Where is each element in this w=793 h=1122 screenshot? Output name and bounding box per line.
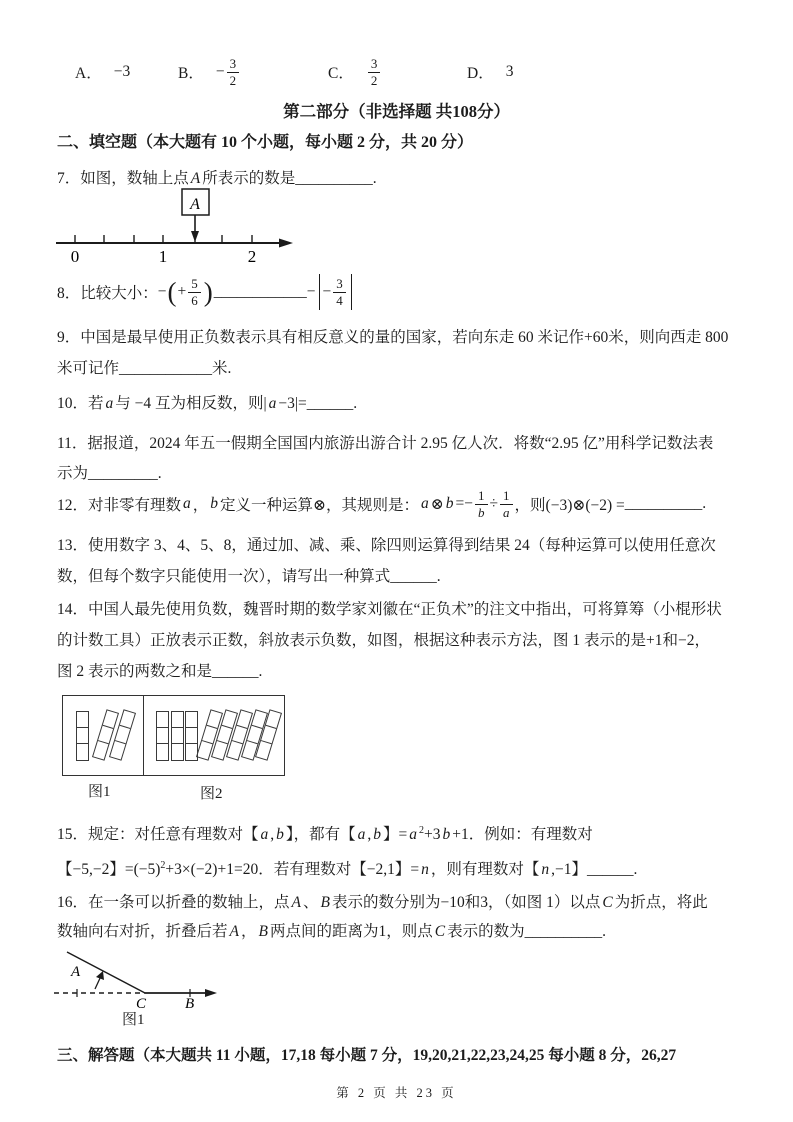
- question-16-line1: 16．在一条可以折叠的数轴上，点 A 、 B 表示的数分别为−10和3，（如图 1）以点 C 为折点，将此: [57, 894, 708, 911]
- question-9-line1: 9．中国是最早使用正负数表示具有相反意义的量的国家，若向东走 60 米记作+60米，则向西走 800: [57, 329, 729, 346]
- counting-rod-upright: [171, 711, 184, 761]
- counting-rods-figure: [62, 695, 285, 776]
- minus-sign: −: [157, 283, 167, 300]
- abs-bar: |: [263, 395, 267, 412]
- panel-divider: [143, 696, 144, 775]
- minus-sign: −: [322, 283, 332, 300]
- fraction: $\frac{3}{2}$: [368, 56, 381, 88]
- answer-blank: ______: [390, 568, 437, 585]
- fraction: $\frac{3}{2}$: [227, 56, 240, 88]
- question-15-line2: 【−5,−2】$=(-5)^2+3\times(-2)+1=20$．若有理数对【−2,1】= n ，则有理数对【 n ,−1】______.: [57, 860, 638, 879]
- question-14-line2: 的计数工具）正放表示正数，斜放表示负数，如图，根据这种表示方法，图 1 表示的是+1和−2，: [57, 632, 710, 649]
- question-11-line1: 11．据报道，2024 年五一假期全国国内旅游出游合计 2.95 亿人次．将数“2.95 亿”用科学记数法表: [57, 435, 714, 452]
- answer-blank: ______: [212, 663, 259, 680]
- question-16-line2: 数轴向右对折，折叠后若 A ， B 两点间的距离为1，则点 C 表示的数为__________.: [57, 923, 606, 940]
- question-14-line1: 14．中国人最先使用负数，魏晋时期的数学家刘徽在“正负术”的注文中指出，可将算筹（小棍形状: [57, 601, 722, 618]
- fraction: $\frac{1}{a}$: [500, 488, 513, 520]
- fraction: $\frac{1}{b}$: [475, 488, 488, 520]
- answer-blank: __________: [524, 923, 603, 940]
- point-a-label: A: [71, 964, 81, 980]
- answer-blank: ____________: [213, 283, 307, 300]
- question-15-line1: 15．规定：对任意有理数对【 a , b 】，都有【 a , b 】= a $^2$+3 b +1．例如：有理数对: [57, 825, 593, 844]
- question-9-line2: 米可记作____________米.: [57, 360, 232, 377]
- option-b-label: B．: [178, 65, 204, 82]
- tick-label-2: 2: [247, 247, 257, 266]
- option-c: [328, 52, 382, 92]
- question-14-line3: 图 2 表示的两数之和是______.: [57, 663, 263, 680]
- part2-title: 第二部分（非选择题 共108分）: [283, 102, 510, 121]
- option-a-value: −3: [113, 63, 131, 80]
- option-a-label: A．: [75, 65, 102, 82]
- numberline-figure: [50, 186, 300, 266]
- option-b: [178, 52, 241, 92]
- axis-arrowhead-icon: [205, 989, 217, 997]
- figure2-caption: 图2: [200, 786, 223, 802]
- question-13-line1: 13．使用数字 3、4、5、8，通过加、减、乘、除四则运算得到结果 24（每种运算可以使用任意次: [57, 537, 716, 554]
- question-13-line2: 数，但每个数字只能使用一次），请写出一种算式______.: [57, 568, 441, 585]
- answer-blank: ____________: [119, 360, 213, 377]
- point-a-var: A: [190, 170, 201, 187]
- option-d: [467, 52, 513, 92]
- open-paren: (: [167, 276, 177, 307]
- question-12: 12．对非零有理数 a ， b 定义一种运算⊗，其规则是： a ⊗ b = − $\frac{1}{b}$ ÷ $\frac{1}{a}$ ，则(−3)⊗(−2) = __________ .: [57, 487, 707, 520]
- option-a: [75, 52, 130, 92]
- axis-arrowhead-icon: [279, 239, 293, 248]
- abs-bar: [351, 274, 352, 310]
- counting-rod-upright: [156, 711, 169, 761]
- page-footer: 第 2 页 共 23 页: [336, 1086, 457, 1100]
- point-c-label: C: [136, 996, 147, 1012]
- option-c-label: C．: [328, 65, 354, 82]
- minus-sign: −: [464, 495, 474, 512]
- minus-sign: −: [306, 283, 316, 300]
- question-11-line2: 示为_________.: [57, 465, 162, 482]
- answer-blank: ______: [586, 861, 634, 879]
- figure1-caption: 图1: [88, 784, 111, 800]
- option-d-label: D．: [467, 65, 494, 82]
- tick-label-0: 0: [70, 247, 80, 266]
- answer-blank: __________: [295, 170, 373, 187]
- point-a-label: A: [190, 196, 200, 213]
- otimes-operator: ⊗: [430, 495, 444, 513]
- solution-section-header: 三、解答题（本大题共 11 小题，17,18 每小题 7 分，19,20,21,22,23,24,25 每小题 8 分，26,27: [57, 1047, 677, 1064]
- question-8: 8．比较大小： − ( + $\frac{5}{6}$ ) ____________ − − $\frac{3}{4}$: [57, 271, 355, 313]
- fold-figure-caption: 图1: [122, 1012, 145, 1028]
- fraction: $\frac{5}{6}$: [188, 276, 201, 308]
- abs-bar: |: [294, 395, 298, 412]
- answer-blank: __________: [624, 495, 703, 512]
- exponent: 2: [419, 825, 425, 836]
- option-d-value: 3: [505, 63, 514, 80]
- question-10: 10．若 a 与 −4 互为相反数，则| a −3|=______.: [57, 395, 358, 412]
- close-paren: ): [203, 276, 213, 307]
- answer-blank: _________: [88, 465, 158, 482]
- divide-sign: ÷: [489, 495, 499, 512]
- exponent: 2: [160, 860, 166, 871]
- fill-in-section-header: 二、填空题（本大题有 10 个小题，每小题 2 分，共 20 分）: [57, 134, 474, 151]
- point-b-label: B: [185, 996, 195, 1012]
- counting-rod-upright: [76, 711, 89, 761]
- answer-blank: ______: [306, 395, 354, 412]
- tick-label-1: 1: [158, 247, 168, 266]
- fraction: $\frac{3}{4}$: [333, 276, 346, 308]
- question-7: 7．如图，数轴上点 A 所表示的数是__________.: [57, 170, 377, 187]
- minus-sign: −: [215, 63, 225, 80]
- abs-bar: [319, 274, 320, 310]
